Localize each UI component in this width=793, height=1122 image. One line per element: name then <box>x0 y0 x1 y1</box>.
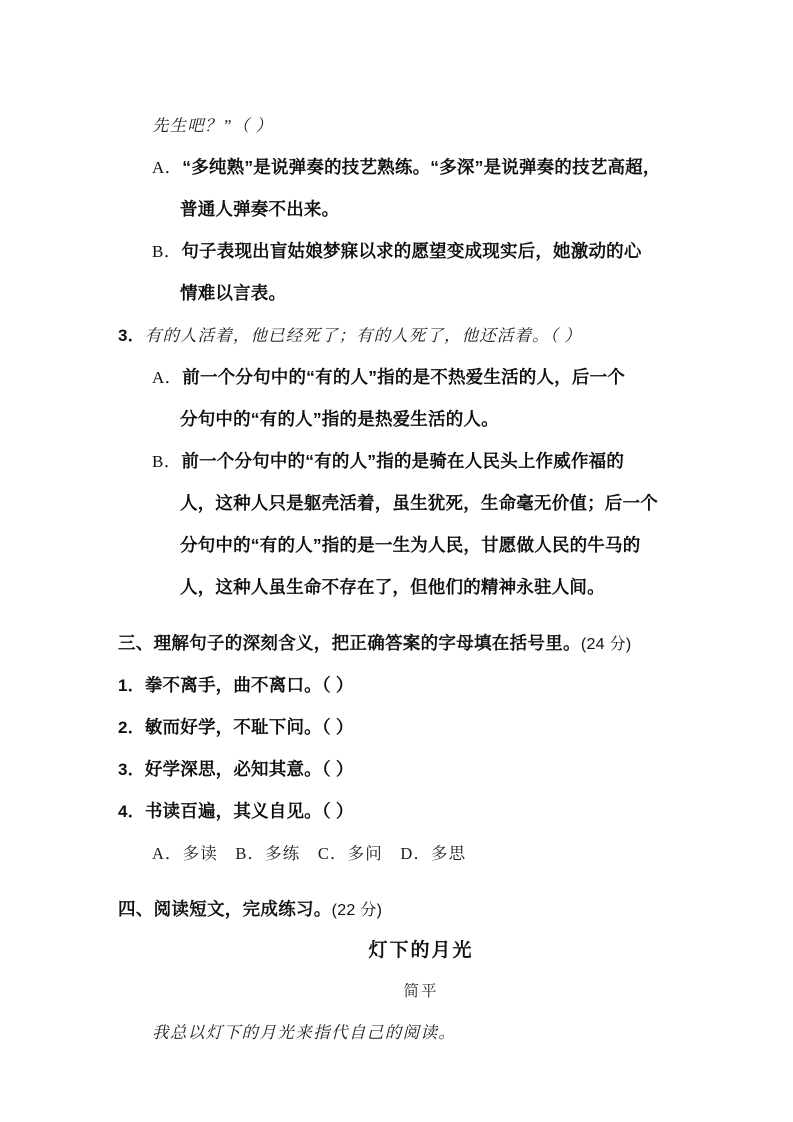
q3-option-b-text-3: 分句中的“有的人”指的是一生为人民，甘愿做人民的牛马的 <box>180 535 641 555</box>
q2-option-a-line-1 <box>118 146 680 188</box>
section-three-heading-text: 三、理解句子的深刻含义，把正确答案的字母填在括号里。 <box>118 633 581 653</box>
section-three-item-2-number: 2． <box>118 718 145 737</box>
q3-option-b-text-4: 人，这种人虽生命不存在了，但他们的精神永驻人间。 <box>180 577 605 597</box>
q3-option-b-line-3 <box>118 524 680 566</box>
q3-option-b-text-1: 前一个分句中的“有的人”指的是骑在人民头上作威作福的 <box>181 451 625 471</box>
q2-option-b-letter: B． <box>152 242 182 261</box>
article-title: 灯下的月光 <box>368 940 474 961</box>
article-body-line-1: 我总以灯下的月光来指代自己的阅读。 <box>152 1023 457 1042</box>
section-three-item-1-number: 1． <box>118 676 145 695</box>
carryover-stem-line <box>118 104 680 146</box>
q2-option-b-line-2 <box>118 272 680 314</box>
q3-option-a-line-2 <box>118 398 680 440</box>
q3-option-a-text-2: 分句中的“有的人”指的是热爱生活的人。 <box>180 409 499 429</box>
spacer-before-section-four <box>118 874 680 888</box>
q3-stem-text: 有的人活着，他已经死了；有的人死了，他还活着。（ ） <box>144 326 582 345</box>
q2-option-b-text-1: 句子表现出盲姑娘梦寐以求的愿望变成现实后，她激动的心 <box>181 241 642 261</box>
article-author: 简平 <box>403 983 439 1000</box>
q3-option-b-line-4 <box>118 566 680 608</box>
section-three-item-2 <box>118 706 680 748</box>
section-three-item-3-text: 好学深思，必知其意。（ ） <box>144 759 354 779</box>
q2-option-a-letter: A． <box>152 158 183 177</box>
section-three-item-4-text: 书读百遍，其义自见。（ ） <box>144 801 354 821</box>
section-three-item-1 <box>118 664 680 706</box>
q2-option-b-text-2: 情难以言表。 <box>180 283 287 303</box>
section-three-score: (24 分) <box>580 636 632 653</box>
q2-option-b-line-1 <box>118 230 680 272</box>
section-four-score: (22 分) <box>331 902 383 919</box>
q3-number: 3． <box>118 326 145 345</box>
q2-option-a-text-1: “多纯熟”是说弹奏的技艺熟练。“多深”是说弹奏的技艺高超， <box>182 157 661 177</box>
q3-option-a-letter: A． <box>152 368 183 387</box>
q3-option-b-line-2 <box>118 482 680 524</box>
q2-option-a-text-2: 普通人弹奏不出来。 <box>180 199 340 219</box>
section-three-heading <box>118 622 680 664</box>
q3-option-a-line-1 <box>118 356 680 398</box>
section-four-heading-text: 四、阅读短文，完成练习。 <box>118 899 332 919</box>
q3-option-b-line-1 <box>118 440 680 482</box>
section-three-item-1-text: 拳不离手，曲不离口。（ ） <box>144 675 354 695</box>
section-three-item-3-number: 3． <box>118 760 145 779</box>
q3-stem-line <box>118 314 680 356</box>
section-three-item-2-text: 敏而好学，不耻下问。（ ） <box>144 717 354 737</box>
q2-option-a-line-2 <box>118 188 680 230</box>
section-three-item-3 <box>118 748 680 790</box>
section-four-heading <box>118 888 680 930</box>
paper-text-block <box>118 104 680 1054</box>
carryover-stem-text: 先生吧？”（ ） <box>152 116 274 135</box>
section-three-choices-line <box>118 832 680 874</box>
q3-option-a-text-1: 前一个分句中的“有的人”指的是不热爱生活的人，后一个 <box>182 367 625 387</box>
q3-option-b-letter: B． <box>152 452 182 471</box>
q3-option-b-text-2: 人，这种人只是躯壳活着，虽生犹死，生命毫无价值；后一个 <box>180 493 658 513</box>
spacer-before-section-three <box>118 608 680 622</box>
section-three-choices-text: A．多读 B．多练 C．多问 D．多思 <box>152 844 467 863</box>
section-three-item-4-number: 4． <box>118 802 145 821</box>
section-three-item-4 <box>118 790 680 832</box>
